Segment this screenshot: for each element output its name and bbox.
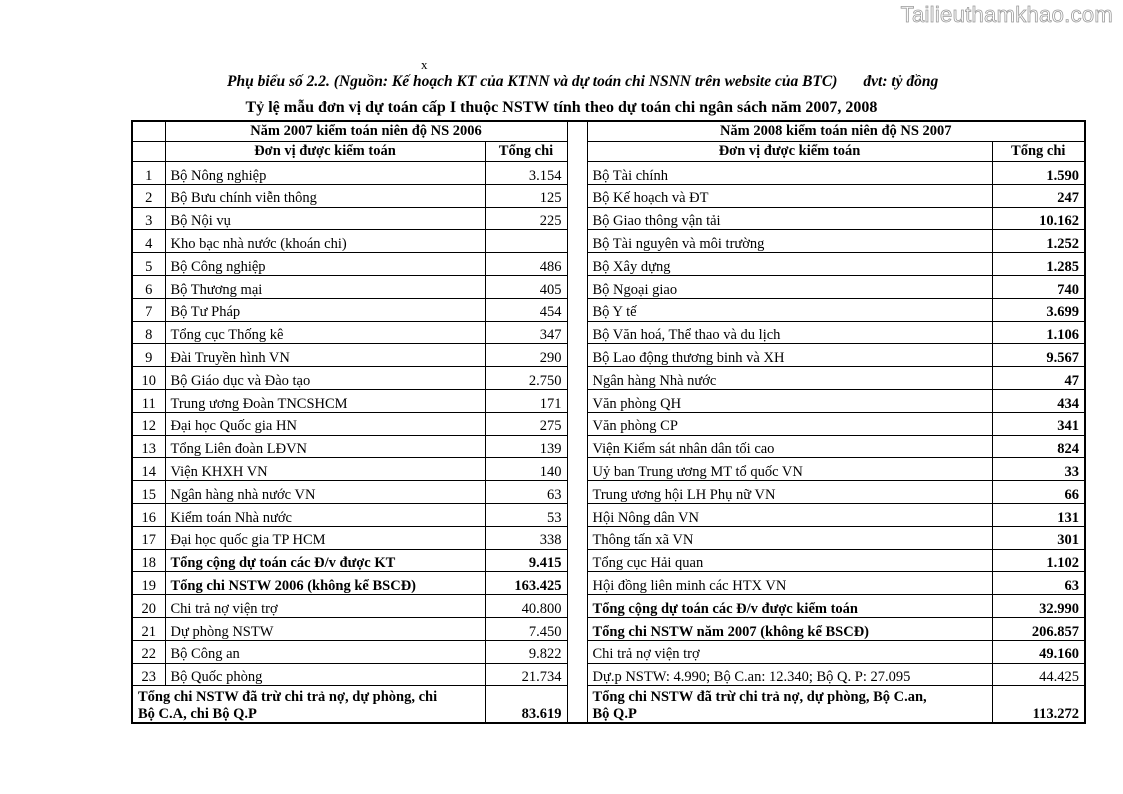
column-header-row	[132, 142, 1085, 162]
row-number: 15	[132, 481, 165, 504]
left-total-value: 7.450	[485, 617, 567, 640]
left-total-value: 486	[485, 253, 567, 276]
left-unit-name: Bộ Nông nghiệp	[165, 162, 485, 185]
left-unit-name: Tổng chi NSTW 2006 (không kể BSCĐ)	[165, 572, 485, 595]
right-total-value: 131	[992, 503, 1085, 526]
right-total-value: 32.990	[992, 595, 1085, 618]
table-row	[132, 503, 1085, 526]
right-unit-name: Bộ Lao động thương binh và XH	[587, 344, 992, 367]
right-total-header: Tổng chi	[992, 142, 1085, 162]
row-number: 6	[132, 275, 165, 298]
row-number: 8	[132, 321, 165, 344]
table-row	[132, 572, 1085, 595]
right-unit-name: Bộ Tài nguyên và môi trường	[587, 230, 992, 253]
left-total-value: 3.154	[485, 162, 567, 185]
right-total-value: 3.699	[992, 298, 1085, 321]
left-grand-total-value: 83.619	[485, 686, 567, 724]
right-total-value: 740	[992, 275, 1085, 298]
left-unit-name: Tổng cục Thống kê	[165, 321, 485, 344]
row-number: 5	[132, 253, 165, 276]
row-number: 10	[132, 367, 165, 390]
table-row	[132, 344, 1085, 367]
left-unit-name: Trung ương Đoàn TNCSHCM	[165, 389, 485, 412]
left-unit-name: Bộ Bưu chính viễn thông	[165, 184, 485, 207]
table-row	[132, 230, 1085, 253]
left-grand-total-line2: Bộ C.A, chi Bộ Q.P	[138, 705, 257, 722]
left-total-value	[485, 230, 567, 253]
gap-cell	[567, 321, 587, 344]
table-row	[132, 617, 1085, 640]
left-unit-name: Tổng Liên đoàn LĐVN	[165, 435, 485, 458]
left-unit-name: Bộ Thương mại	[165, 275, 485, 298]
right-unit-name: Bộ Giao thông vận tải	[587, 207, 992, 230]
left-unit-name: Bộ Nội vụ	[165, 207, 485, 230]
left-total-value: 171	[485, 389, 567, 412]
right-total-value: 1.252	[992, 230, 1085, 253]
table-row	[132, 389, 1085, 412]
left-total-value: 40.800	[485, 595, 567, 618]
left-unit-name: Kho bạc nhà nước (khoán chi)	[165, 230, 485, 253]
gap-cell	[567, 617, 587, 640]
left-unit-name: Chi trả nợ viện trợ	[165, 595, 485, 618]
right-unit-name: Văn phòng CP	[587, 412, 992, 435]
left-total-value: 275	[485, 412, 567, 435]
left-total-value: 290	[485, 344, 567, 367]
left-grand-total-line1: Tổng chi NSTW đã trừ chi trả nợ, dự phòng, chi	[138, 688, 438, 705]
left-unit-name: Đại học quốc gia TP HCM	[165, 526, 485, 549]
right-grand-total-label	[587, 686, 992, 724]
audit-sample-table	[131, 120, 1086, 724]
grand-total-row	[132, 686, 1085, 724]
row-number: 1	[132, 162, 165, 185]
table-title: Tỷ lệ mẫu đơn vị dự toán cấp I thuộc NSTW tính theo dự toán chi ngân sách năm 2007, 2008	[245, 99, 878, 116]
right-unit-name: Bộ Y tế	[587, 298, 992, 321]
year-header-row	[132, 121, 1085, 142]
left-grand-total-label	[132, 686, 485, 724]
table-row	[132, 549, 1085, 572]
right-unit-name: Hội Nông dân VN	[587, 503, 992, 526]
left-year-header: Năm 2007 kiểm toán niên độ NS 2006	[165, 121, 567, 142]
gap-cell	[567, 121, 587, 142]
left-total-value: 338	[485, 526, 567, 549]
gap-cell	[567, 412, 587, 435]
right-unit-name: Văn phòng QH	[587, 389, 992, 412]
right-total-value: 206.857	[992, 617, 1085, 640]
row-number: 13	[132, 435, 165, 458]
table-row	[132, 412, 1085, 435]
right-unit-name: Chi trả nợ viện trợ	[587, 640, 992, 663]
right-grand-total-value: 113.272	[992, 686, 1085, 724]
left-unit-name: Ngân hàng nhà nước VN	[165, 481, 485, 504]
right-total-value: 33	[992, 458, 1085, 481]
table-row	[132, 207, 1085, 230]
right-total-value: 66	[992, 481, 1085, 504]
left-total-value: 405	[485, 275, 567, 298]
left-total-value: 63	[485, 481, 567, 504]
row-number: 21	[132, 617, 165, 640]
gap-cell	[567, 207, 587, 230]
right-total-value: 10.162	[992, 207, 1085, 230]
row-number: 17	[132, 526, 165, 549]
table-row	[132, 526, 1085, 549]
right-unit-name: Tổng cộng dự toán các Đ/v được kiểm toán	[587, 595, 992, 618]
gap-cell	[567, 230, 587, 253]
row-number: 12	[132, 412, 165, 435]
table-row	[132, 481, 1085, 504]
right-total-value: 9.567	[992, 344, 1085, 367]
right-total-value: 1.590	[992, 162, 1085, 185]
left-unit-name: Kiểm toán Nhà nước	[165, 503, 485, 526]
row-number: 23	[132, 663, 165, 686]
table-row	[132, 435, 1085, 458]
table-row	[132, 595, 1085, 618]
row-number: 3	[132, 207, 165, 230]
gap-cell	[567, 640, 587, 663]
left-total-value: 225	[485, 207, 567, 230]
left-total-value: 139	[485, 435, 567, 458]
gap-cell	[567, 458, 587, 481]
table-row	[132, 458, 1085, 481]
gap-cell	[567, 184, 587, 207]
right-total-value: 47	[992, 367, 1085, 390]
left-unit-name: Bộ Công nghiệp	[165, 253, 485, 276]
right-total-value: 49.160	[992, 640, 1085, 663]
gap-cell	[567, 142, 587, 162]
row-number: 16	[132, 503, 165, 526]
gap-cell	[567, 389, 587, 412]
left-total-value: 140	[485, 458, 567, 481]
left-total-value: 9.415	[485, 549, 567, 572]
table-row	[132, 367, 1085, 390]
table-row	[132, 275, 1085, 298]
right-total-value: 44.425	[992, 663, 1085, 686]
right-total-value: 301	[992, 526, 1085, 549]
right-unit-name: Bộ Xây dựng	[587, 253, 992, 276]
right-unit-name: Tổng cục Hải quan	[587, 549, 992, 572]
right-unit-name: Hội đồng liên minh các HTX VN	[587, 572, 992, 595]
table-row	[132, 298, 1085, 321]
left-unit-name: Đài Truyền hình VN	[165, 344, 485, 367]
right-total-value: 1.285	[992, 253, 1085, 276]
row-number: 19	[132, 572, 165, 595]
right-unit-name: Bộ Tài chính	[587, 162, 992, 185]
left-total-value: 9.822	[485, 640, 567, 663]
gap-cell	[567, 549, 587, 572]
left-unit-name: Viện KHXH VN	[165, 458, 485, 481]
left-total-value: 454	[485, 298, 567, 321]
row-number: 18	[132, 549, 165, 572]
right-unit-name: Viện Kiểm sát nhân dân tối cao	[587, 435, 992, 458]
right-unit-name: Bộ Văn hoá, Thể thao và du lịch	[587, 321, 992, 344]
right-unit-name: Tổng chi NSTW năm 2007 (không kể BSCĐ)	[587, 617, 992, 640]
gap-cell	[567, 526, 587, 549]
stray-mark: x	[421, 57, 428, 72]
table-row	[132, 640, 1085, 663]
left-unit-name: Dự phòng NSTW	[165, 617, 485, 640]
right-total-value: 1.102	[992, 549, 1085, 572]
right-unit-name: Bộ Ngoại giao	[587, 275, 992, 298]
left-unit-name: Bộ Công an	[165, 640, 485, 663]
table-row	[132, 253, 1085, 276]
right-total-value: 824	[992, 435, 1085, 458]
left-unit-name: Bộ Giáo dục và Đào tạo	[165, 367, 485, 390]
right-unit-name: Thông tấn xã VN	[587, 526, 992, 549]
gap-cell	[567, 367, 587, 390]
table-row	[132, 184, 1085, 207]
right-total-value: 341	[992, 412, 1085, 435]
row-number: 20	[132, 595, 165, 618]
right-total-value: 247	[992, 184, 1085, 207]
row-number: 9	[132, 344, 165, 367]
left-total-value: 21.734	[485, 663, 567, 686]
row-number: 7	[132, 298, 165, 321]
gap-cell	[567, 275, 587, 298]
left-total-header: Tổng chi	[485, 142, 567, 162]
left-unit-name: Bộ Quốc phòng	[165, 663, 485, 686]
left-total-value: 53	[485, 503, 567, 526]
right-total-value: 63	[992, 572, 1085, 595]
right-unit-name: Uỷ ban Trung ương MT tổ quốc VN	[587, 458, 992, 481]
left-unit-header: Đơn vị được kiểm toán	[165, 142, 485, 162]
appendix-caption	[227, 73, 1027, 91]
right-grand-total-line2: Bộ Q.P	[592, 705, 637, 722]
left-unit-name: Bộ Tư Pháp	[165, 298, 485, 321]
gap-cell	[567, 298, 587, 321]
row-number: 4	[132, 230, 165, 253]
unit-label: đvt: tỷ đồng	[863, 73, 939, 90]
gap-cell	[567, 663, 587, 686]
gap-cell	[567, 435, 587, 458]
gap-cell	[567, 595, 587, 618]
right-unit-name: Trung ương hội LH Phụ nữ VN	[587, 481, 992, 504]
right-unit-name: Bộ Kế hoạch và ĐT	[587, 184, 992, 207]
gap-cell	[567, 253, 587, 276]
gap-cell	[567, 503, 587, 526]
right-unit-header: Đơn vị được kiểm toán	[587, 142, 992, 162]
right-unit-name: Ngân hàng Nhà nước	[587, 367, 992, 390]
right-total-value: 1.106	[992, 321, 1085, 344]
row-number: 2	[132, 184, 165, 207]
right-year-header: Năm 2008 kiểm toán niên độ NS 2007	[587, 121, 1085, 142]
left-total-value: 347	[485, 321, 567, 344]
left-unit-name: Tổng cộng dự toán các Đ/v được KT	[165, 549, 485, 572]
watermark: Tailieuthamkhao.com	[900, 2, 1113, 27]
row-number: 14	[132, 458, 165, 481]
table-row	[132, 321, 1085, 344]
right-total-value: 434	[992, 389, 1085, 412]
gap-cell	[567, 481, 587, 504]
left-unit-name: Đại học Quốc gia HN	[165, 412, 485, 435]
left-total-value: 2.750	[485, 367, 567, 390]
left-total-value: 163.425	[485, 572, 567, 595]
row-number: 22	[132, 640, 165, 663]
row-number: 11	[132, 389, 165, 412]
left-total-value: 125	[485, 184, 567, 207]
right-grand-total-line1: Tổng chi NSTW đã trừ chi trả nợ, dự phòng, Bộ C.an,	[592, 688, 927, 705]
table-row	[132, 162, 1085, 185]
gap-cell	[567, 344, 587, 367]
blank-header-cell	[132, 142, 165, 162]
gap-cell	[567, 162, 587, 185]
gap-cell	[567, 572, 587, 595]
gap-cell	[567, 686, 587, 724]
blank-header-cell	[132, 121, 165, 142]
table-row	[132, 663, 1085, 686]
appendix-source: Phụ biểu số 2.2. (Nguồn: Kế hoạch KT của KTNN và dự toán chi NSNN trên website của BTC)	[227, 73, 838, 90]
right-unit-name: Dự.p NSTW: 4.990; Bộ C.an: 12.340; Bộ Q. P: 27.095	[587, 663, 992, 686]
